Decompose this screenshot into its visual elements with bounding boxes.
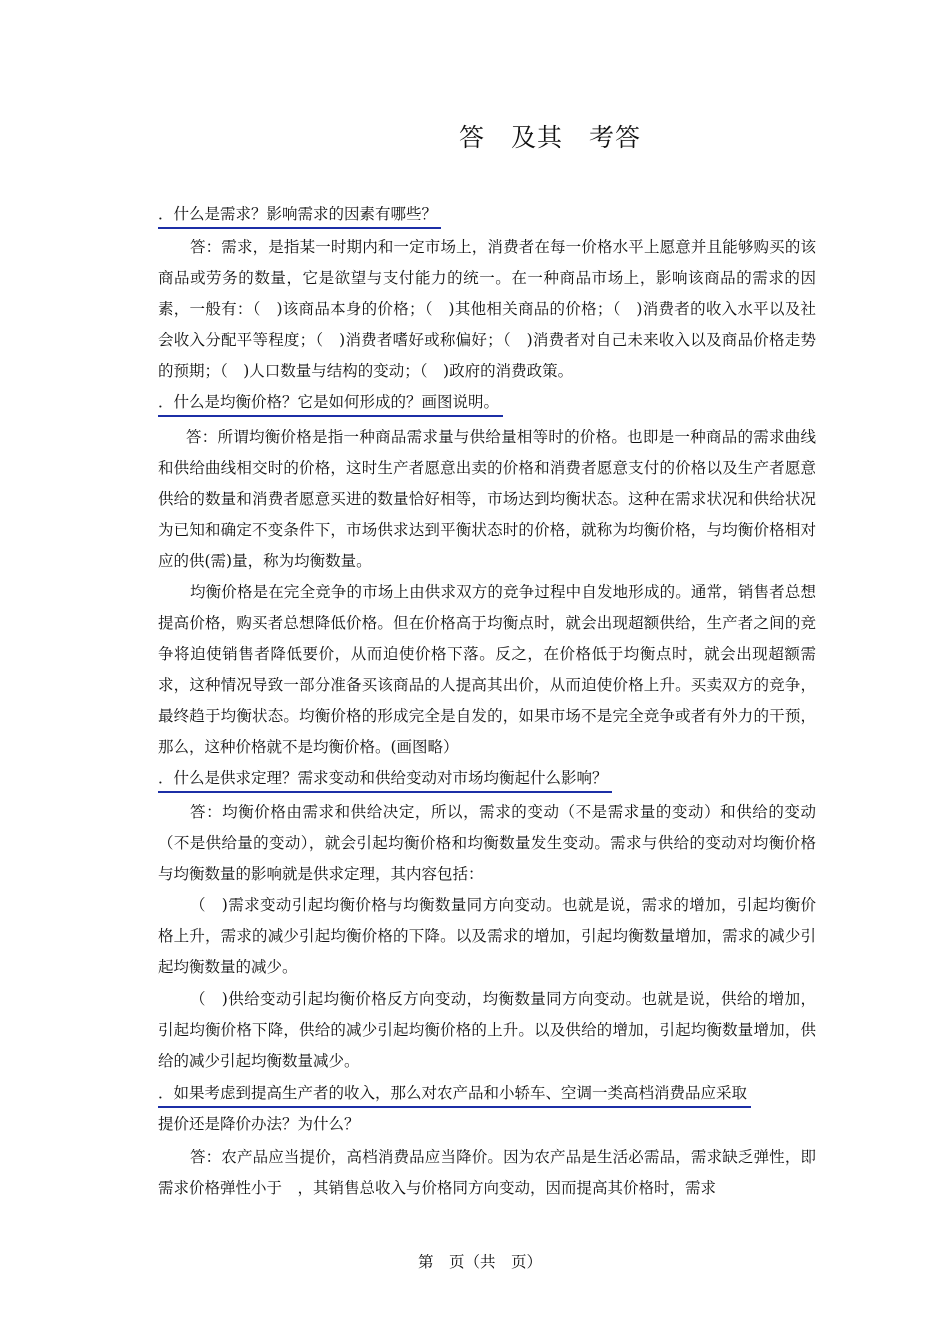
question-1: ．什么是需求？影响需求的因素有哪些？ <box>158 203 441 229</box>
answer-3-paragraph-1: 答：均衡价格由需求和供给决定，所以，需求的变动（不是需求量的变动）和供给的变动（不是供给量的变动），就会引起均衡价格和均衡数量发生变动。需求与供给的变动对均衡价格与均衡数量的影响就是供求定理，其内容包括： <box>158 803 816 883</box>
question-3: ．什么是供求定理？需求变动和供给变动对市场均衡起什么影响？ <box>158 767 612 793</box>
question-4-line-2: 提价还是降价办法？为什么？ <box>158 1115 360 1133</box>
answer-1: 答：需求，是指某一时期内和一定市场上，消费者在每一价格水平上愿意并且能够购买的该商品或劳务的数量，它是欲望与支付能力的统一。在一种商品市场上，影响该商品的需求的因素，一般有：（ )该商品本身的价格；（ )其他相关商品的价格；（ )消费者的收入水平以及社会收入分配平等程度；（ )消费者嗜好或称偏好；（ )消费者对自己未来收入以及商品价格走势的预期；（ )人口数量与结构的变动；（ )政府的消费政策。 <box>158 238 816 380</box>
question-2: ．什么是均衡价格？它是如何形成的？画图说明。 <box>158 391 503 417</box>
answer-4: 答：农产品应当提价，高档消费品应当降价。因为农产品是生活必需品，需求缺乏弹性，即需求价格弹性小于 ，其销售总收入与价格同方向变动，因而提高其价格时，需求 <box>158 1148 816 1197</box>
answer-3-paragraph-3: （ )供给变动引起均衡价格反方向变动，均衡数量同方向变动。也就是说，供给的增加，引起均衡价格下降，供给的减少引起均衡价格的上升。以及供给的增加，引起均衡数量增加，供给的减少引起均衡数量减少。 <box>158 990 816 1070</box>
question-4-line-1: ．如果考虑到提高生产者的收入，那么对农产品和小轿车、空调一类高档消费品应采取 <box>158 1082 751 1108</box>
answer-2-paragraph-2: 均衡价格是在完全竞争的市场上由供求双方的竞争过程中自发地形成的。通常，销售者总想提高价格，购买者总想降低价格。但在价格高于均衡点时，就会出现超额供给，生产者之间的竞争将迫使销售者降低要价，从而迫使价格下落。反之，在价格低于均衡点时，就会出现超额需求，这种情况导致一部分准备买该商品的人提高其出价，从而迫使价格上升。买卖双方的竞争，最终趋于均衡状态。均衡价格的形成完全是自发的，如果市场不是完全竞争或者有外力的干预，那么，这种价格就不是均衡价格。(画图略） <box>158 583 816 756</box>
page-title: 答 及其 考答 <box>458 123 641 152</box>
answer-2-paragraph-1: 答：所谓均衡价格是指一种商品需求量与供给量相等时的价格。也即是一种商品的需求曲线和供给曲线相交时的价格，这时生产者愿意出卖的价格和消费者愿意支付的价格以及生产者愿意供给的数量和消费者愿意买进的数量恰好相等，市场达到均衡状态。这种在需求状况和供给状况为已知和确定不变条件下，市场供求达到平衡状态时的价格，就称为均衡价格，与均衡价格相对应的供(需)量，称为均衡数量。 <box>158 428 816 570</box>
page-footer: 第 页（共 页） <box>417 1253 542 1271</box>
answer-3-paragraph-2: （ )需求变动引起均衡价格与均衡数量同方向变动。也就是说，需求的增加，引起均衡价格上升，需求的减少引起均衡价格的下降。以及需求的增加，引起均衡数量增加，需求的减少引起均衡数量的减少。 <box>158 896 816 976</box>
